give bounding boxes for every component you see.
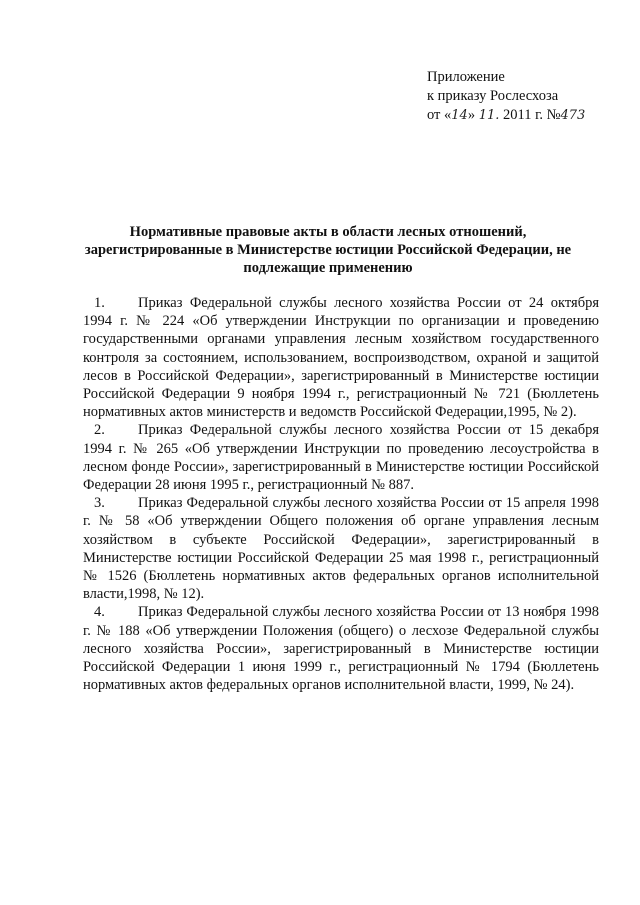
item-text: Приказ Федеральной службы лесного хозяйства России от 24 октября 1994 г. № 224 «Об утверждении Инструкции по организации и проведению государственными органами управления лесным хозяйством государственного контроля за состоянием, использованием, воспроизводством, охраной и защитой лесов в Российской Федерации», зарегистрированный в Министерстве юстиции Российской Федерации 9 ноября 1994 г., регистрационный № 721 (Бюллетень нормативных актов министерств и ведомств Российской Федерации,1995, № 2). [83,295,599,421]
date-separator: » [467,107,479,123]
appendix-header [427,68,585,125]
title-line-1: Нормативные правовые акты в области лесных отношений, [129,224,527,240]
item-number: 3. [94,495,105,512]
item-number: 1. [94,295,105,311]
title-line-3: подлежащие применению [243,260,413,276]
handwritten-month: 11. [478,108,500,123]
list-item-4 [83,603,599,694]
list-item-1 [83,294,599,421]
order-date-number [427,106,585,125]
date-prefix: от « [427,107,452,123]
year-and-number-label: 2011 г. № [499,107,561,123]
document-body [83,294,599,694]
list-item-3 [83,494,599,603]
document-title [60,223,596,277]
item-number: 2. [94,422,105,439]
list-item-2 [83,421,599,494]
title-line-2: зарегистрированные в Министерстве юстиции Российской Федерации, не [84,242,572,258]
handwritten-order-number: 473 [560,108,586,123]
item-number: 4. [94,604,105,621]
item-text: Приказ Федеральной службы лесного хозяйства России от 13 ноября 1998 г. № 188 «Об утверждении Положения (общего) о лесхозе Федеральной службы лесного хозяйства России», зарегистрированный в Министерстве юстиции Российской Федерации 1 июня 1999 г., регистрационный № 1794 (Бюллетень нормативных актов федеральных органов исполнительной власти, 1999, № 24). [83,604,599,694]
item-text: Приказ Федеральной службы лесного хозяйства России от 15 апреля 1998 г. № 58 «Об утверждении Общего положения об органе управления лесным хозяйством в субъекте Российской Федерации», зарегистрированный в Министерстве юстиции Российской Федерации 25 мая 1998 г., регистрационный № 1526 (Бюллетень нормативных актов федеральных органов исполнительной власти,1998, № 12). [83,495,599,603]
order-reference: к приказу Рослесхоза [427,88,559,104]
appendix-label: Приложение [427,69,505,85]
handwritten-day: 14 [451,108,468,123]
item-text: Приказ Федеральной службы лесного хозяйства России от 15 декабря 1994 г. № 265 «Об утверждении Инструкции по проведению лесоустройства в лесном фонде России», зарегистрированный в Министерстве юстиции Российской Федерации 28 июня 1995 г., регистрационный № 887. [83,422,599,494]
